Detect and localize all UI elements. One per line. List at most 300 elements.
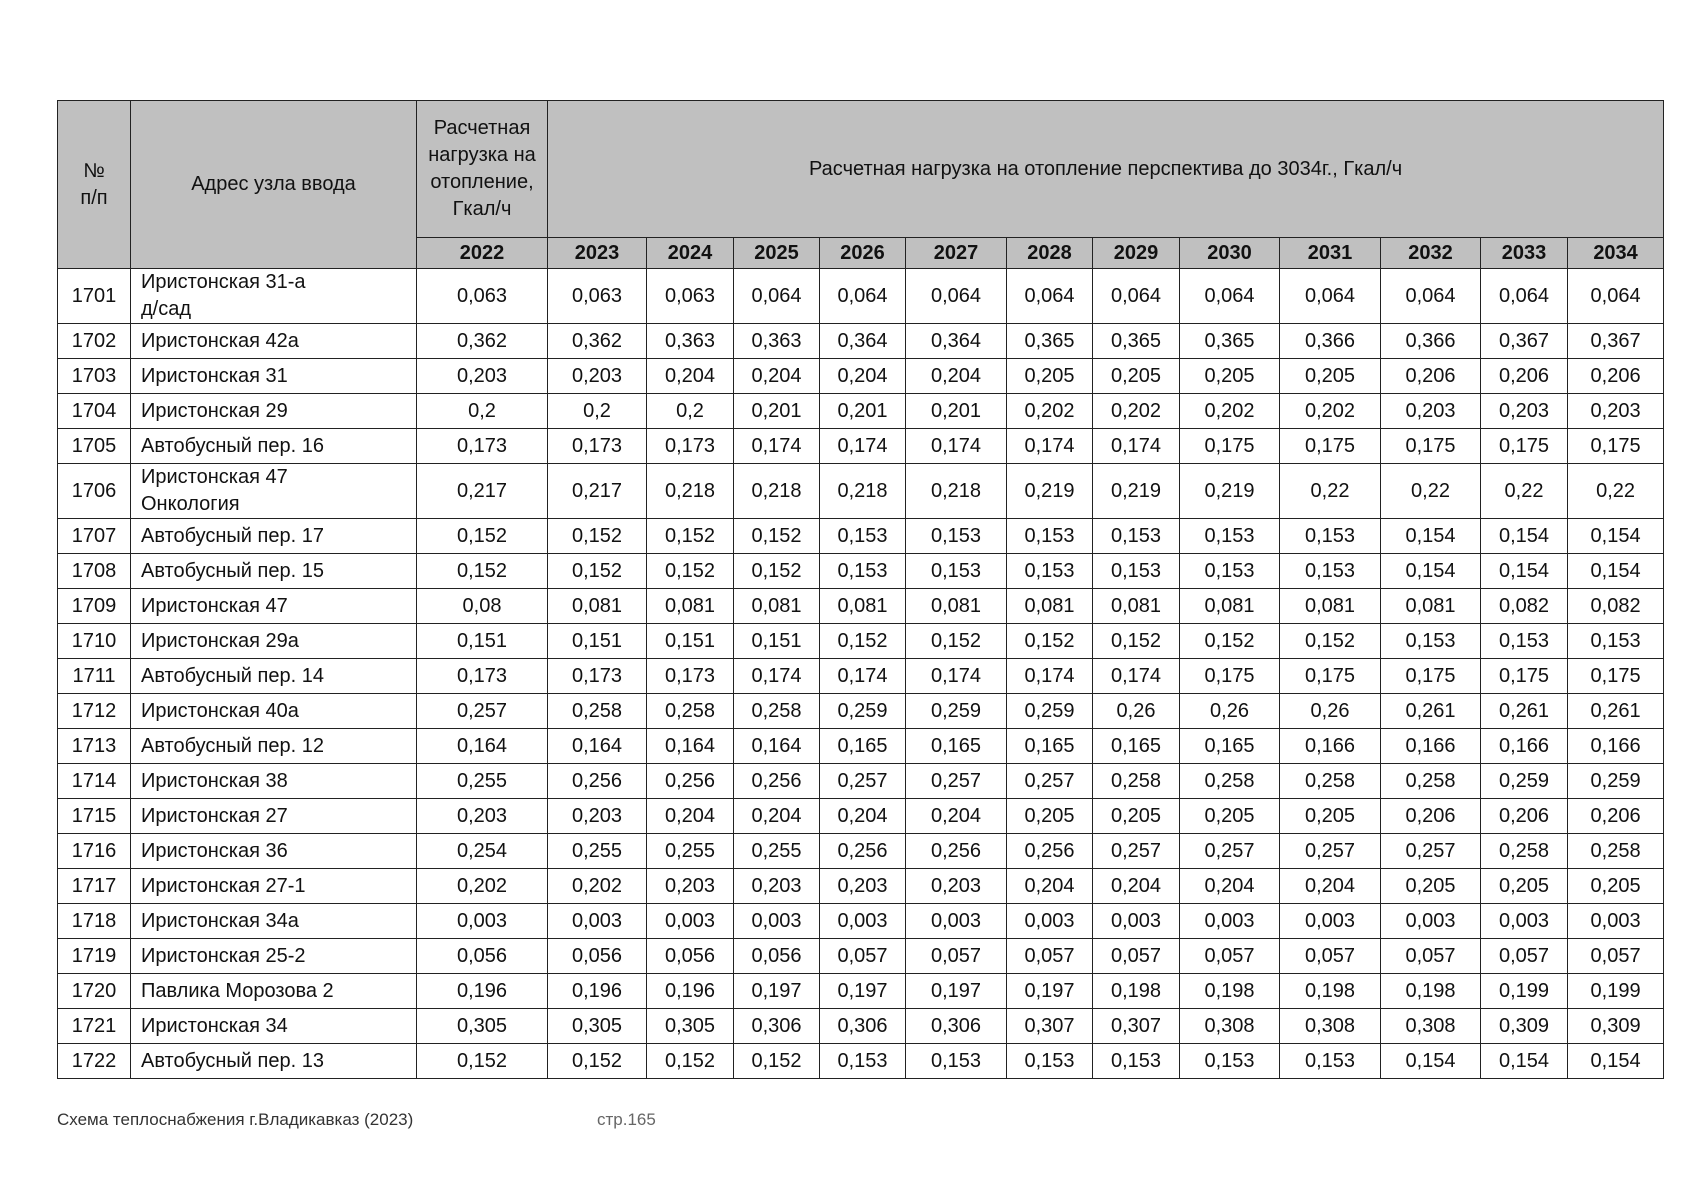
load-value: 0,217 — [417, 464, 548, 519]
load-value: 0,082 — [1568, 589, 1664, 624]
row-number: 1722 — [58, 1044, 131, 1079]
load-value: 0,309 — [1481, 1009, 1568, 1044]
load-value: 0,306 — [734, 1009, 820, 1044]
load-value: 0,205 — [1007, 799, 1093, 834]
load-value: 0,175 — [1180, 659, 1280, 694]
load-value: 0,256 — [820, 834, 906, 869]
table-row — [58, 1009, 1664, 1044]
row-address: Иристонская 47 — [131, 589, 417, 624]
row-number: 1703 — [58, 359, 131, 394]
load-value: 0,152 — [734, 519, 820, 554]
load-value: 0,259 — [1007, 694, 1093, 729]
load-value: 0,152 — [1280, 624, 1381, 659]
load-value: 0,364 — [820, 324, 906, 359]
load-value: 0,204 — [647, 799, 734, 834]
load-value: 0,153 — [906, 519, 1007, 554]
load-value: 0,258 — [647, 694, 734, 729]
load-value: 0,205 — [1280, 359, 1381, 394]
load-value: 0,255 — [647, 834, 734, 869]
year-header: 2034 — [1568, 238, 1664, 269]
document-title-footer: Схема теплоснабжения г.Владикавказ (2023) — [57, 1110, 414, 1129]
load-value: 0,152 — [734, 554, 820, 589]
load-value: 0,081 — [734, 589, 820, 624]
load-value: 0,165 — [1180, 729, 1280, 764]
load-value: 0,152 — [1007, 624, 1093, 659]
year-header: 2025 — [734, 238, 820, 269]
row-number: 1720 — [58, 974, 131, 1009]
load-value: 0,153 — [1093, 554, 1180, 589]
row-address: Автобусный пер. 15 — [131, 554, 417, 589]
load-value: 0,003 — [1568, 904, 1664, 939]
load-value: 0,261 — [1481, 694, 1568, 729]
load-value: 0,153 — [820, 1044, 906, 1079]
load-value: 0,153 — [906, 554, 1007, 589]
load-value: 0,197 — [820, 974, 906, 1009]
load-value: 0,364 — [906, 324, 1007, 359]
load-value: 0,258 — [1280, 764, 1381, 799]
load-value: 0,206 — [1568, 359, 1664, 394]
load-value: 0,081 — [1093, 589, 1180, 624]
load-value: 0,257 — [1280, 834, 1381, 869]
header-load-forecast: Расчетная нагрузка на отопление перспектива до 3034г., Гкал/ч — [548, 101, 1664, 238]
load-value: 0,154 — [1481, 554, 1568, 589]
load-value: 0,056 — [417, 939, 548, 974]
load-value: 0,258 — [734, 694, 820, 729]
row-address: Автобусный пер. 13 — [131, 1044, 417, 1079]
table-row — [58, 869, 1664, 904]
load-value: 0,056 — [734, 939, 820, 974]
load-value: 0,152 — [1180, 624, 1280, 659]
load-value: 0,003 — [417, 904, 548, 939]
load-value: 0,175 — [1280, 429, 1381, 464]
load-value: 0,197 — [734, 974, 820, 1009]
load-value: 0,064 — [1568, 269, 1664, 324]
load-value: 0,175 — [1568, 429, 1664, 464]
load-value: 0,308 — [1381, 1009, 1481, 1044]
load-value: 0,081 — [548, 589, 647, 624]
load-value: 0,218 — [906, 464, 1007, 519]
load-value: 0,218 — [820, 464, 906, 519]
load-value: 0,203 — [1381, 394, 1481, 429]
year-header: 2022 — [417, 238, 548, 269]
load-value: 0,152 — [647, 1044, 734, 1079]
load-value: 0,081 — [1280, 589, 1381, 624]
load-value: 0,175 — [1280, 659, 1381, 694]
table-row — [58, 659, 1664, 694]
load-value: 0,153 — [1280, 1044, 1381, 1079]
row-address: Иристонская 38 — [131, 764, 417, 799]
load-value: 0,206 — [1481, 359, 1568, 394]
load-value: 0,175 — [1481, 429, 1568, 464]
load-value: 0,056 — [647, 939, 734, 974]
load-value: 0,196 — [548, 974, 647, 1009]
load-value: 0,003 — [548, 904, 647, 939]
load-value: 0,064 — [1280, 269, 1381, 324]
load-value: 0,365 — [1180, 324, 1280, 359]
row-address: Иристонская 34а — [131, 904, 417, 939]
load-value: 0,165 — [820, 729, 906, 764]
load-value: 0,26 — [1280, 694, 1381, 729]
load-value: 0,165 — [906, 729, 1007, 764]
year-header: 2024 — [647, 238, 734, 269]
load-value: 0,204 — [906, 799, 1007, 834]
load-value: 0,201 — [820, 394, 906, 429]
load-value: 0,154 — [1381, 554, 1481, 589]
load-value: 0,365 — [1007, 324, 1093, 359]
load-value: 0,064 — [734, 269, 820, 324]
table-row — [58, 729, 1664, 764]
load-value: 0,202 — [548, 869, 647, 904]
load-value: 0,151 — [417, 624, 548, 659]
load-value: 0,153 — [820, 519, 906, 554]
load-value: 0,206 — [1381, 359, 1481, 394]
load-value: 0,258 — [548, 694, 647, 729]
table-row — [58, 939, 1664, 974]
load-value: 0,166 — [1280, 729, 1381, 764]
load-value: 0,258 — [1481, 834, 1568, 869]
load-value: 0,203 — [906, 869, 1007, 904]
load-value: 0,256 — [906, 834, 1007, 869]
load-value: 0,258 — [1568, 834, 1664, 869]
load-value: 0,153 — [1481, 624, 1568, 659]
load-value: 0,22 — [1280, 464, 1381, 519]
table-row — [58, 624, 1664, 659]
table-row — [58, 834, 1664, 869]
load-value: 0,152 — [548, 554, 647, 589]
load-value: 0,057 — [906, 939, 1007, 974]
load-value: 0,154 — [1568, 519, 1664, 554]
load-value: 0,152 — [647, 519, 734, 554]
load-value: 0,174 — [1007, 429, 1093, 464]
load-value: 0,202 — [1280, 394, 1381, 429]
row-number: 1711 — [58, 659, 131, 694]
load-value: 0,363 — [647, 324, 734, 359]
load-value: 0,206 — [1568, 799, 1664, 834]
load-value: 0,154 — [1568, 1044, 1664, 1079]
load-value: 0,174 — [1093, 659, 1180, 694]
load-value: 0,255 — [734, 834, 820, 869]
load-value: 0,165 — [1007, 729, 1093, 764]
load-value: 0,081 — [1180, 589, 1280, 624]
row-number: 1705 — [58, 429, 131, 464]
table-row — [58, 589, 1664, 624]
load-value: 0,152 — [417, 554, 548, 589]
load-value: 0,255 — [548, 834, 647, 869]
load-value: 0,259 — [1568, 764, 1664, 799]
load-value: 0,217 — [548, 464, 647, 519]
load-value: 0,261 — [1568, 694, 1664, 729]
page-number: стр.165 — [597, 1110, 656, 1129]
load-value: 0,305 — [647, 1009, 734, 1044]
load-value: 0,257 — [1381, 834, 1481, 869]
load-value: 0,218 — [734, 464, 820, 519]
row-number: 1718 — [58, 904, 131, 939]
load-value: 0,151 — [647, 624, 734, 659]
load-value: 0,199 — [1568, 974, 1664, 1009]
load-value: 0,174 — [1007, 659, 1093, 694]
load-value: 0,254 — [417, 834, 548, 869]
load-value: 0,175 — [1568, 659, 1664, 694]
year-header: 2031 — [1280, 238, 1381, 269]
row-number: 1709 — [58, 589, 131, 624]
load-value: 0,257 — [1007, 764, 1093, 799]
load-value: 0,164 — [548, 729, 647, 764]
load-value: 0,153 — [1007, 554, 1093, 589]
table-row — [58, 904, 1664, 939]
load-value: 0,064 — [820, 269, 906, 324]
table-row — [58, 974, 1664, 1009]
load-value: 0,057 — [1093, 939, 1180, 974]
load-value: 0,26 — [1093, 694, 1180, 729]
load-value: 0,175 — [1180, 429, 1280, 464]
load-value: 0,151 — [548, 624, 647, 659]
table-row — [58, 394, 1664, 429]
load-value: 0,003 — [1481, 904, 1568, 939]
load-value: 0,199 — [1481, 974, 1568, 1009]
load-value: 0,256 — [1007, 834, 1093, 869]
load-value: 0,003 — [734, 904, 820, 939]
load-value: 0,153 — [1280, 554, 1381, 589]
load-value: 0,153 — [1381, 624, 1481, 659]
load-value: 0,363 — [734, 324, 820, 359]
load-value: 0,203 — [1481, 394, 1568, 429]
row-address: Автобусный пер. 14 — [131, 659, 417, 694]
load-value: 0,003 — [1180, 904, 1280, 939]
load-value: 0,08 — [417, 589, 548, 624]
table-row — [58, 799, 1664, 834]
load-value: 0,362 — [417, 324, 548, 359]
load-value: 0,206 — [1381, 799, 1481, 834]
load-value: 0,154 — [1481, 1044, 1568, 1079]
load-value: 0,153 — [1180, 1044, 1280, 1079]
load-value: 0,219 — [1007, 464, 1093, 519]
load-value: 0,063 — [417, 269, 548, 324]
load-value: 0,154 — [1568, 554, 1664, 589]
load-value: 0,056 — [548, 939, 647, 974]
row-address: Иристонская 27 — [131, 799, 417, 834]
year-header: 2033 — [1481, 238, 1568, 269]
table-row — [58, 519, 1664, 554]
row-address: Автобусный пер. 17 — [131, 519, 417, 554]
load-value: 0,219 — [1180, 464, 1280, 519]
load-value: 0,197 — [1007, 974, 1093, 1009]
load-value: 0,309 — [1568, 1009, 1664, 1044]
load-value: 0,218 — [647, 464, 734, 519]
load-value: 0,153 — [1007, 519, 1093, 554]
table-row — [58, 694, 1664, 729]
row-address: Иристонская 31 — [131, 359, 417, 394]
row-address: Иристонская 34 — [131, 1009, 417, 1044]
row-address: Павлика Морозова 2 — [131, 974, 417, 1009]
load-value: 0,152 — [906, 624, 1007, 659]
load-value: 0,153 — [1093, 1044, 1180, 1079]
load-value: 0,2 — [548, 394, 647, 429]
table-row — [58, 764, 1664, 799]
load-value: 0,152 — [548, 519, 647, 554]
load-value: 0,152 — [417, 519, 548, 554]
load-value: 0,152 — [734, 1044, 820, 1079]
load-value: 0,202 — [1007, 394, 1093, 429]
load-value: 0,205 — [1481, 869, 1568, 904]
load-value: 0,057 — [1007, 939, 1093, 974]
row-number: 1708 — [58, 554, 131, 589]
load-value: 0,203 — [820, 869, 906, 904]
load-value: 0,362 — [548, 324, 647, 359]
load-value: 0,003 — [820, 904, 906, 939]
load-value: 0,259 — [1481, 764, 1568, 799]
row-address: Иристонская 29 — [131, 394, 417, 429]
load-value: 0,064 — [1093, 269, 1180, 324]
header-num: № п/п — [58, 101, 131, 269]
load-value: 0,003 — [1093, 904, 1180, 939]
load-value: 0,257 — [1093, 834, 1180, 869]
load-value: 0,258 — [1180, 764, 1280, 799]
load-value: 0,003 — [906, 904, 1007, 939]
load-value: 0,26 — [1180, 694, 1280, 729]
load-value: 0,22 — [1481, 464, 1568, 519]
load-value: 0,204 — [1007, 869, 1093, 904]
load-value: 0,206 — [1481, 799, 1568, 834]
load-value: 0,173 — [548, 429, 647, 464]
load-value: 0,201 — [734, 394, 820, 429]
load-value: 0,063 — [647, 269, 734, 324]
row-address: Иристонская 31-а д/сад — [131, 269, 417, 324]
load-value: 0,22 — [1381, 464, 1481, 519]
load-value: 0,257 — [820, 764, 906, 799]
year-header: 2029 — [1093, 238, 1180, 269]
load-value: 0,205 — [1180, 359, 1280, 394]
load-value: 0,153 — [820, 554, 906, 589]
load-value: 0,153 — [1180, 554, 1280, 589]
load-value: 0,166 — [1481, 729, 1568, 764]
load-value: 0,154 — [1381, 519, 1481, 554]
load-value: 0,165 — [1093, 729, 1180, 764]
load-value: 0,081 — [1007, 589, 1093, 624]
load-value: 0,306 — [906, 1009, 1007, 1044]
year-header: 2027 — [906, 238, 1007, 269]
row-number: 1706 — [58, 464, 131, 519]
load-value: 0,164 — [417, 729, 548, 764]
load-value: 0,205 — [1280, 799, 1381, 834]
load-value: 0,365 — [1093, 324, 1180, 359]
load-value: 0,003 — [1381, 904, 1481, 939]
load-value: 0,257 — [906, 764, 1007, 799]
load-value: 0,174 — [906, 659, 1007, 694]
row-number: 1721 — [58, 1009, 131, 1044]
table-row — [58, 269, 1664, 324]
load-value: 0,2 — [647, 394, 734, 429]
load-value: 0,196 — [417, 974, 548, 1009]
load-value: 0,22 — [1568, 464, 1664, 519]
table-row — [58, 324, 1664, 359]
table-row — [58, 359, 1664, 394]
load-value: 0,164 — [647, 729, 734, 764]
row-address: Иристонская 25-2 — [131, 939, 417, 974]
load-value: 0,198 — [1280, 974, 1381, 1009]
load-value: 0,202 — [1093, 394, 1180, 429]
heat-load-table — [57, 100, 1664, 1079]
load-value: 0,308 — [1280, 1009, 1381, 1044]
load-value: 0,081 — [1381, 589, 1481, 624]
row-number: 1707 — [58, 519, 131, 554]
load-value: 0,173 — [647, 429, 734, 464]
load-value: 0,205 — [1007, 359, 1093, 394]
row-address: Иристонская 36 — [131, 834, 417, 869]
load-value: 0,173 — [647, 659, 734, 694]
load-value: 0,198 — [1093, 974, 1180, 1009]
load-value: 0,205 — [1180, 799, 1280, 834]
load-value: 0,063 — [548, 269, 647, 324]
load-value: 0,153 — [1180, 519, 1280, 554]
table-body — [58, 269, 1664, 1079]
load-value: 0,057 — [1280, 939, 1381, 974]
load-value: 0,204 — [734, 359, 820, 394]
load-value: 0,174 — [820, 659, 906, 694]
load-value: 0,204 — [1093, 869, 1180, 904]
load-value: 0,057 — [1481, 939, 1568, 974]
load-value: 0,152 — [1093, 624, 1180, 659]
load-value: 0,204 — [906, 359, 1007, 394]
year-header: 2026 — [820, 238, 906, 269]
load-value: 0,202 — [1180, 394, 1280, 429]
header-load-current: Расчетная нагрузка на отопление, Гкал/ч — [417, 101, 548, 238]
load-value: 0,003 — [1007, 904, 1093, 939]
load-value: 0,202 — [417, 869, 548, 904]
load-value: 0,003 — [647, 904, 734, 939]
load-value: 0,081 — [820, 589, 906, 624]
header-address: Адрес узла ввода — [131, 101, 417, 269]
row-address: Иристонская 40а — [131, 694, 417, 729]
load-value: 0,219 — [1093, 464, 1180, 519]
load-value: 0,064 — [1007, 269, 1093, 324]
load-value: 0,258 — [1381, 764, 1481, 799]
load-value: 0,153 — [1568, 624, 1664, 659]
load-value: 0,151 — [734, 624, 820, 659]
load-value: 0,367 — [1481, 324, 1568, 359]
load-value: 0,153 — [1007, 1044, 1093, 1079]
load-value: 0,198 — [1381, 974, 1481, 1009]
load-value: 0,366 — [1280, 324, 1381, 359]
load-value: 0,057 — [1381, 939, 1481, 974]
load-value: 0,203 — [734, 869, 820, 904]
row-number: 1712 — [58, 694, 131, 729]
load-value: 0,203 — [548, 799, 647, 834]
load-value: 0,204 — [734, 799, 820, 834]
table-row — [58, 429, 1664, 464]
load-value: 0,064 — [906, 269, 1007, 324]
load-value: 0,175 — [1381, 429, 1481, 464]
load-value: 0,308 — [1180, 1009, 1280, 1044]
load-value: 0,204 — [1180, 869, 1280, 904]
load-value: 0,057 — [1568, 939, 1664, 974]
load-value: 0,256 — [734, 764, 820, 799]
row-address: Автобусный пер. 16 — [131, 429, 417, 464]
load-value: 0,255 — [417, 764, 548, 799]
table-row — [58, 464, 1664, 519]
load-value: 0,203 — [1568, 394, 1664, 429]
load-value: 0,203 — [417, 799, 548, 834]
load-value: 0,257 — [1180, 834, 1280, 869]
load-value: 0,173 — [417, 429, 548, 464]
load-value: 0,257 — [417, 694, 548, 729]
row-number: 1715 — [58, 799, 131, 834]
load-value: 0,306 — [820, 1009, 906, 1044]
row-number: 1716 — [58, 834, 131, 869]
table-row — [58, 554, 1664, 589]
row-number: 1701 — [58, 269, 131, 324]
load-value: 0,305 — [548, 1009, 647, 1044]
load-value: 0,367 — [1568, 324, 1664, 359]
